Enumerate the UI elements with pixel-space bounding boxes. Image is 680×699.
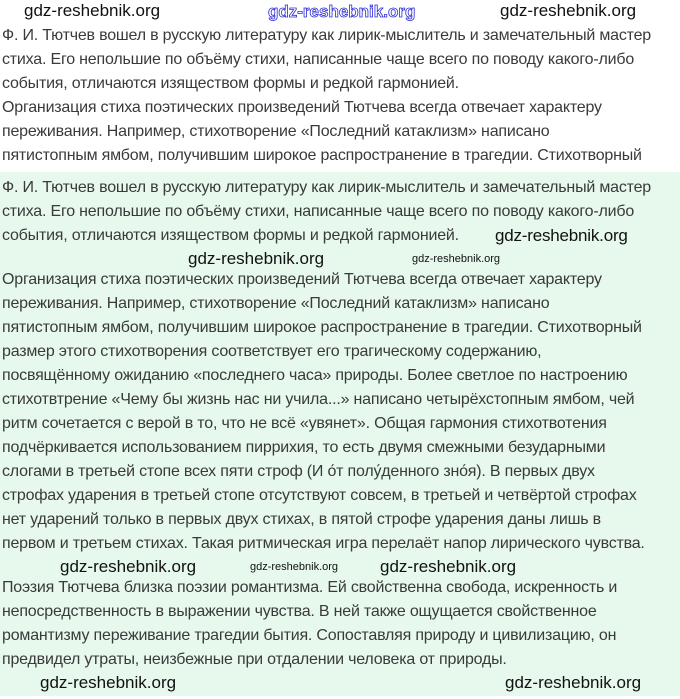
watermark: gdz-reshebnik.org — [188, 249, 325, 268]
text-line — [0, 388, 680, 412]
text-line-content: стиха. Его непольшие по объёму стихи, написанные чаще всего по поводу какого-либо — [2, 203, 635, 220]
text-line-content: слогами в третьей стопе всех пяти строф (И о́т полу́денного зно́я). В первых двух — [2, 463, 595, 480]
watermark: gdz-reshebnik.org — [505, 673, 642, 692]
text-line — [0, 120, 680, 144]
text-line-content: Поэзия Тютчева близка поэзии романтизма. Ей свойственна свобода, искренность и — [2, 579, 618, 596]
paragraph — [0, 268, 680, 556]
text-line-content: первом и третьем стихах. Такая ритмическая игра перелаёт напор лирического чувства. — [2, 535, 645, 552]
text-line-content: пятистопным ямбом, получившим широкое распространение в трагедии. Стихотворный — [2, 147, 642, 164]
watermark: gdz-reshebnik.org — [495, 226, 628, 245]
watermark-logo: gdz-reshebnik.org — [268, 2, 416, 21]
text-line — [0, 316, 680, 340]
text-line — [0, 460, 680, 484]
text-line-content: переживания. Например, стихотворение «Последний катаклизм» написано — [2, 295, 550, 312]
text-line-content: размер этого стихотворения соответствует его трагическому содержанию, — [2, 343, 542, 360]
text-line-content: стихотвтрение «Чему бы жизнь нас ни учила...» написано четырёхстопным ямбом, чей — [2, 391, 635, 408]
text-line — [0, 340, 680, 364]
text-line — [0, 600, 680, 624]
text-line — [0, 144, 680, 168]
text-line-content: пятистопным ямбом, получившим широкое распространение в трагедии. Стихотворный — [2, 319, 642, 336]
text-line — [0, 624, 680, 648]
text-line — [0, 200, 680, 224]
watermark: gdz-reshebnik.org — [60, 557, 197, 576]
watermark-row — [0, 556, 680, 576]
text-line — [0, 576, 680, 600]
watermark-row — [0, 248, 680, 268]
text-line-content: Организация стиха поэтических произведений Тютчева всегда отвечает характеру — [2, 99, 602, 116]
text-line-content: Ф. И. Тютчев вошел в русскую литературу как лирик-мыслитель и замечательный мастер — [2, 179, 651, 196]
highlighted-answer-block — [0, 172, 680, 696]
watermark-row — [0, 672, 680, 692]
text-line — [0, 96, 680, 120]
text-line-content: события, отличаются изяществом формы и редкой гармонией. — [2, 75, 459, 92]
text-line — [0, 364, 680, 388]
text-line — [0, 508, 680, 532]
watermark: gdz-reshebnik.org — [412, 253, 501, 265]
watermark-row-top — [0, 0, 680, 24]
text-line-content: Организация стиха поэтических произведений Тютчева всегда отвечает характеру — [2, 271, 602, 288]
text-line — [0, 532, 680, 556]
text-line-content: нет ударений только в первых двух стихах, в пятой строфе ударения даны лишь в — [2, 511, 601, 528]
paragraph — [0, 176, 680, 248]
paragraph — [0, 576, 680, 672]
text-line — [0, 412, 680, 436]
text-line-content: романтизму переживание трагедии бытия. Сопоставляя природу и цивилизацию, он — [2, 627, 617, 644]
text-line-content: предвидел утраты, неизбежные при отдалении человека от природы. — [2, 651, 507, 668]
text-line-content: ритм сочетается с верой в то, что не всё «увянет». Общая гармония стихотвотения — [2, 415, 607, 432]
text-line — [0, 648, 680, 672]
text-line — [0, 176, 680, 200]
watermark: gdz-reshebnik.org — [24, 1, 161, 20]
top-text-block — [0, 24, 680, 168]
text-line-content: переживания. Например, стихотворение «Последний катаклизм» написано — [2, 123, 550, 140]
text-line — [0, 436, 680, 460]
text-line — [0, 48, 680, 72]
text-line-content: Ф. И. Тютчев вошел в русскую литературу как лирик-мыслитель и замечательный мастер — [2, 27, 651, 44]
text-line — [0, 24, 680, 48]
watermark: gdz-reshebnik.org — [380, 557, 517, 576]
text-line-content: стиха. Его непольшие по объёму стихи, написанные чаще всего по поводу какого-либо — [2, 51, 635, 68]
text-line-content: события, отличаются изяществом формы и редкой гармонией. — [2, 227, 459, 244]
text-line-content: строфах ударения в третьей стопе отсутствуют совсем, в третьей и четвёртой строфах — [2, 487, 637, 504]
text-line — [0, 484, 680, 508]
watermark: gdz-reshebnik.org — [500, 1, 637, 20]
text-line-content: непосредственность в выражении чувства. В ней также ощущается свойственное — [2, 603, 597, 620]
watermark: gdz-reshebnik.org — [250, 561, 339, 573]
text-line-content: посвящённому ожиданию «последнего часа» природы. Более светлое по настроению — [2, 367, 628, 384]
watermark: gdz-reshebnik.org — [40, 673, 177, 692]
text-line — [0, 268, 680, 292]
text-line — [0, 292, 680, 316]
text-line — [0, 224, 680, 248]
text-line-content: подчёркивается использованием пиррихия, то есть двумя смежными безударными — [2, 439, 606, 456]
text-line — [0, 72, 680, 96]
